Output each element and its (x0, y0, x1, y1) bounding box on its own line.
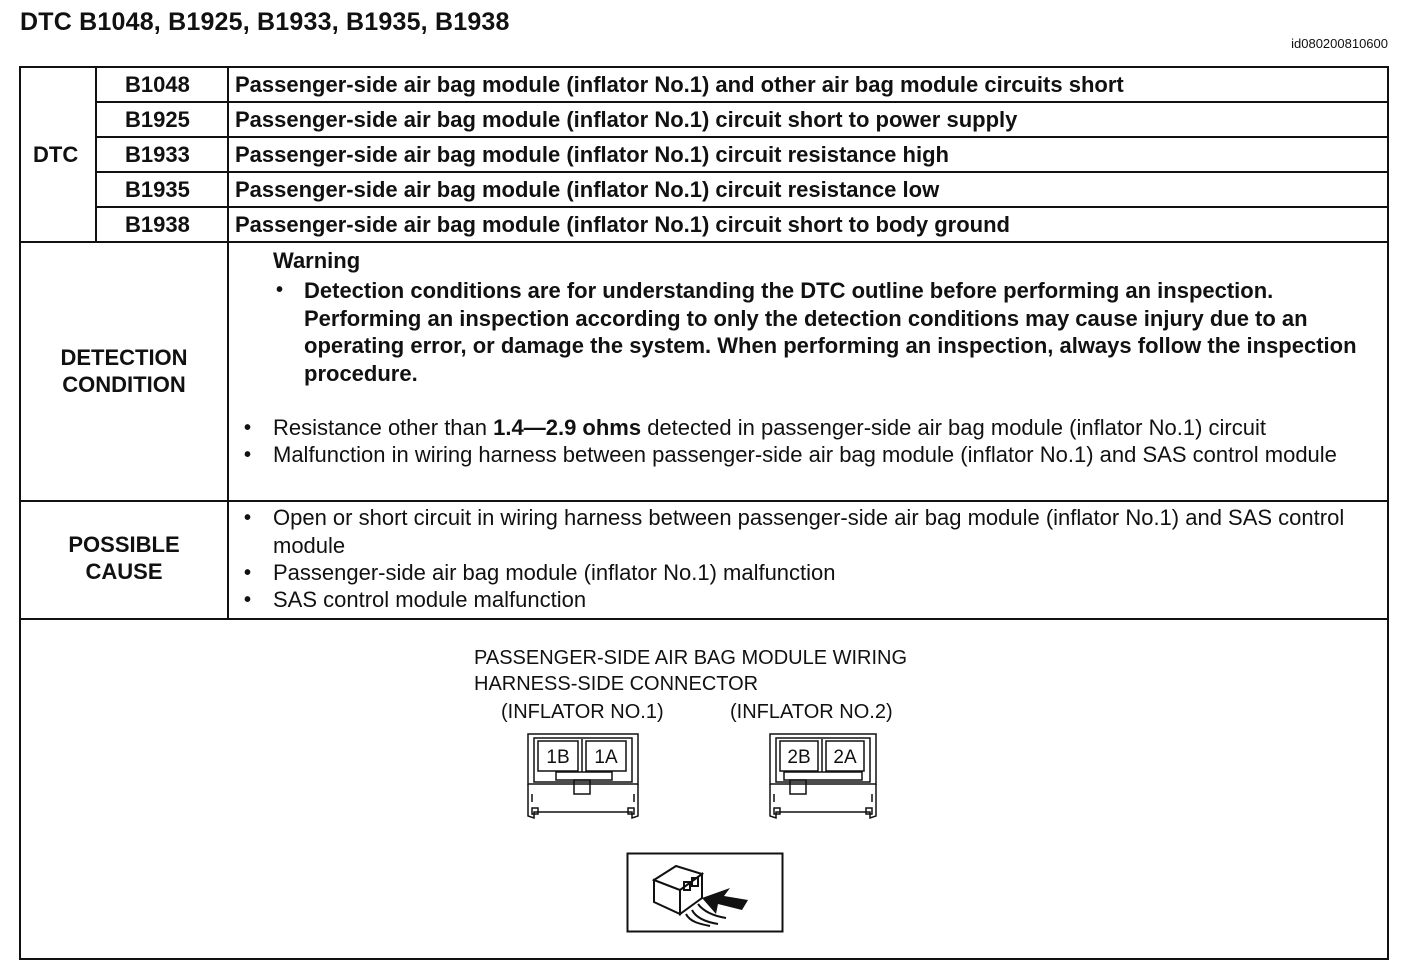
dtc-description: Passenger-side air bag module (inflator No.1) circuit resistance low (235, 177, 940, 202)
warning-bullet: • (276, 279, 284, 301)
grid-line (19, 241, 1389, 243)
pin-2a: 2A (833, 747, 857, 768)
grid-line (95, 206, 1389, 208)
dtc-code: B1933 (125, 142, 190, 167)
connector2-label: (INFLATOR NO.2) (730, 701, 893, 723)
dtc-description: Passenger-side air bag module (inflator No.1) circuit short to power supply (235, 107, 1018, 132)
cause-item: Passenger-side air bag module (inflator No.1) malfunction (273, 560, 836, 585)
grid-line (95, 66, 97, 242)
warning-text: Detection conditions are for understanding the DTC outline before performing an inspection. Performing an inspection according to only the detection conditions may cause injury due to an operating error, or damage the system. When performing an inspection, always follow the inspection procedure. (304, 278, 1357, 386)
cause-item: Open or short circuit in wiring harness between passenger-side air bag module (inflator No.1) and SAS control module (273, 505, 1345, 558)
diagram-title: PASSENGER-SIDE AIR BAG MODULE WIRING (474, 647, 908, 669)
grid-line (19, 500, 1389, 502)
dtc-code: B1935 (125, 177, 190, 202)
cause-bullet: • (244, 589, 252, 611)
detection-item-text: Resistance other than (273, 415, 494, 440)
connector1-diagram (526, 732, 642, 822)
dtc-label: DTC (33, 142, 79, 167)
connector1-label: (INFLATOR NO.1) (501, 701, 664, 723)
document-id: id080200810600 (1291, 36, 1388, 51)
connector-view-icon (626, 852, 786, 934)
detection-label-line2: CONDITION (62, 372, 186, 397)
cause-bullet: • (244, 562, 252, 584)
connector2-diagram (768, 732, 880, 822)
detection-label-line1: DETECTION (60, 345, 188, 370)
possible-cause-label-line1: POSSIBLE (68, 532, 180, 557)
detection-item (273, 414, 1383, 442)
detection-item: Malfunction in wiring harness between passenger-side air bag module (inflator No.1) and SAS control module (273, 442, 1337, 467)
cause-item: SAS control module malfunction (273, 587, 587, 612)
dtc-code: B1938 (125, 212, 190, 237)
detection-item-text: detected in passenger-side air bag module (inflator No.1) circuit (641, 415, 1266, 440)
cause-bullet: • (244, 507, 252, 529)
possible-cause-label (21, 531, 227, 585)
dtc-code: B1925 (125, 107, 190, 132)
possible-cause-label-line2: CAUSE (85, 559, 163, 584)
pin-1b: 1B (546, 747, 570, 768)
arrow-icon (702, 888, 748, 914)
grid-line (227, 66, 229, 619)
dtc-description: Passenger-side air bag module (inflator No.1) circuit resistance high (235, 142, 949, 167)
pin-2b: 2B (787, 747, 811, 768)
detection-condition-label (21, 344, 227, 398)
grid-line (95, 171, 1389, 173)
dtc-code: B1048 (125, 72, 190, 97)
grid-line (95, 101, 1389, 103)
pin-1a: 1A (594, 747, 618, 768)
dtc-description: Passenger-side air bag module (inflator No.1) and other air bag module circuits short (235, 72, 1124, 97)
diagram-title: HARNESS-SIDE CONNECTOR (474, 673, 759, 695)
detection-bullet: • (244, 444, 252, 466)
warning-title: Warning (273, 248, 361, 273)
detection-bullet: • (244, 417, 252, 439)
resistance-range: 1.4—2.9 ohms (493, 415, 642, 440)
dtc-description: Passenger-side air bag module (inflator No.1) circuit short to body ground (235, 212, 1010, 237)
page-title: DTC B1048, B1925, B1933, B1935, B1938 (20, 8, 510, 36)
grid-line (95, 136, 1389, 138)
grid-line (19, 618, 1389, 620)
